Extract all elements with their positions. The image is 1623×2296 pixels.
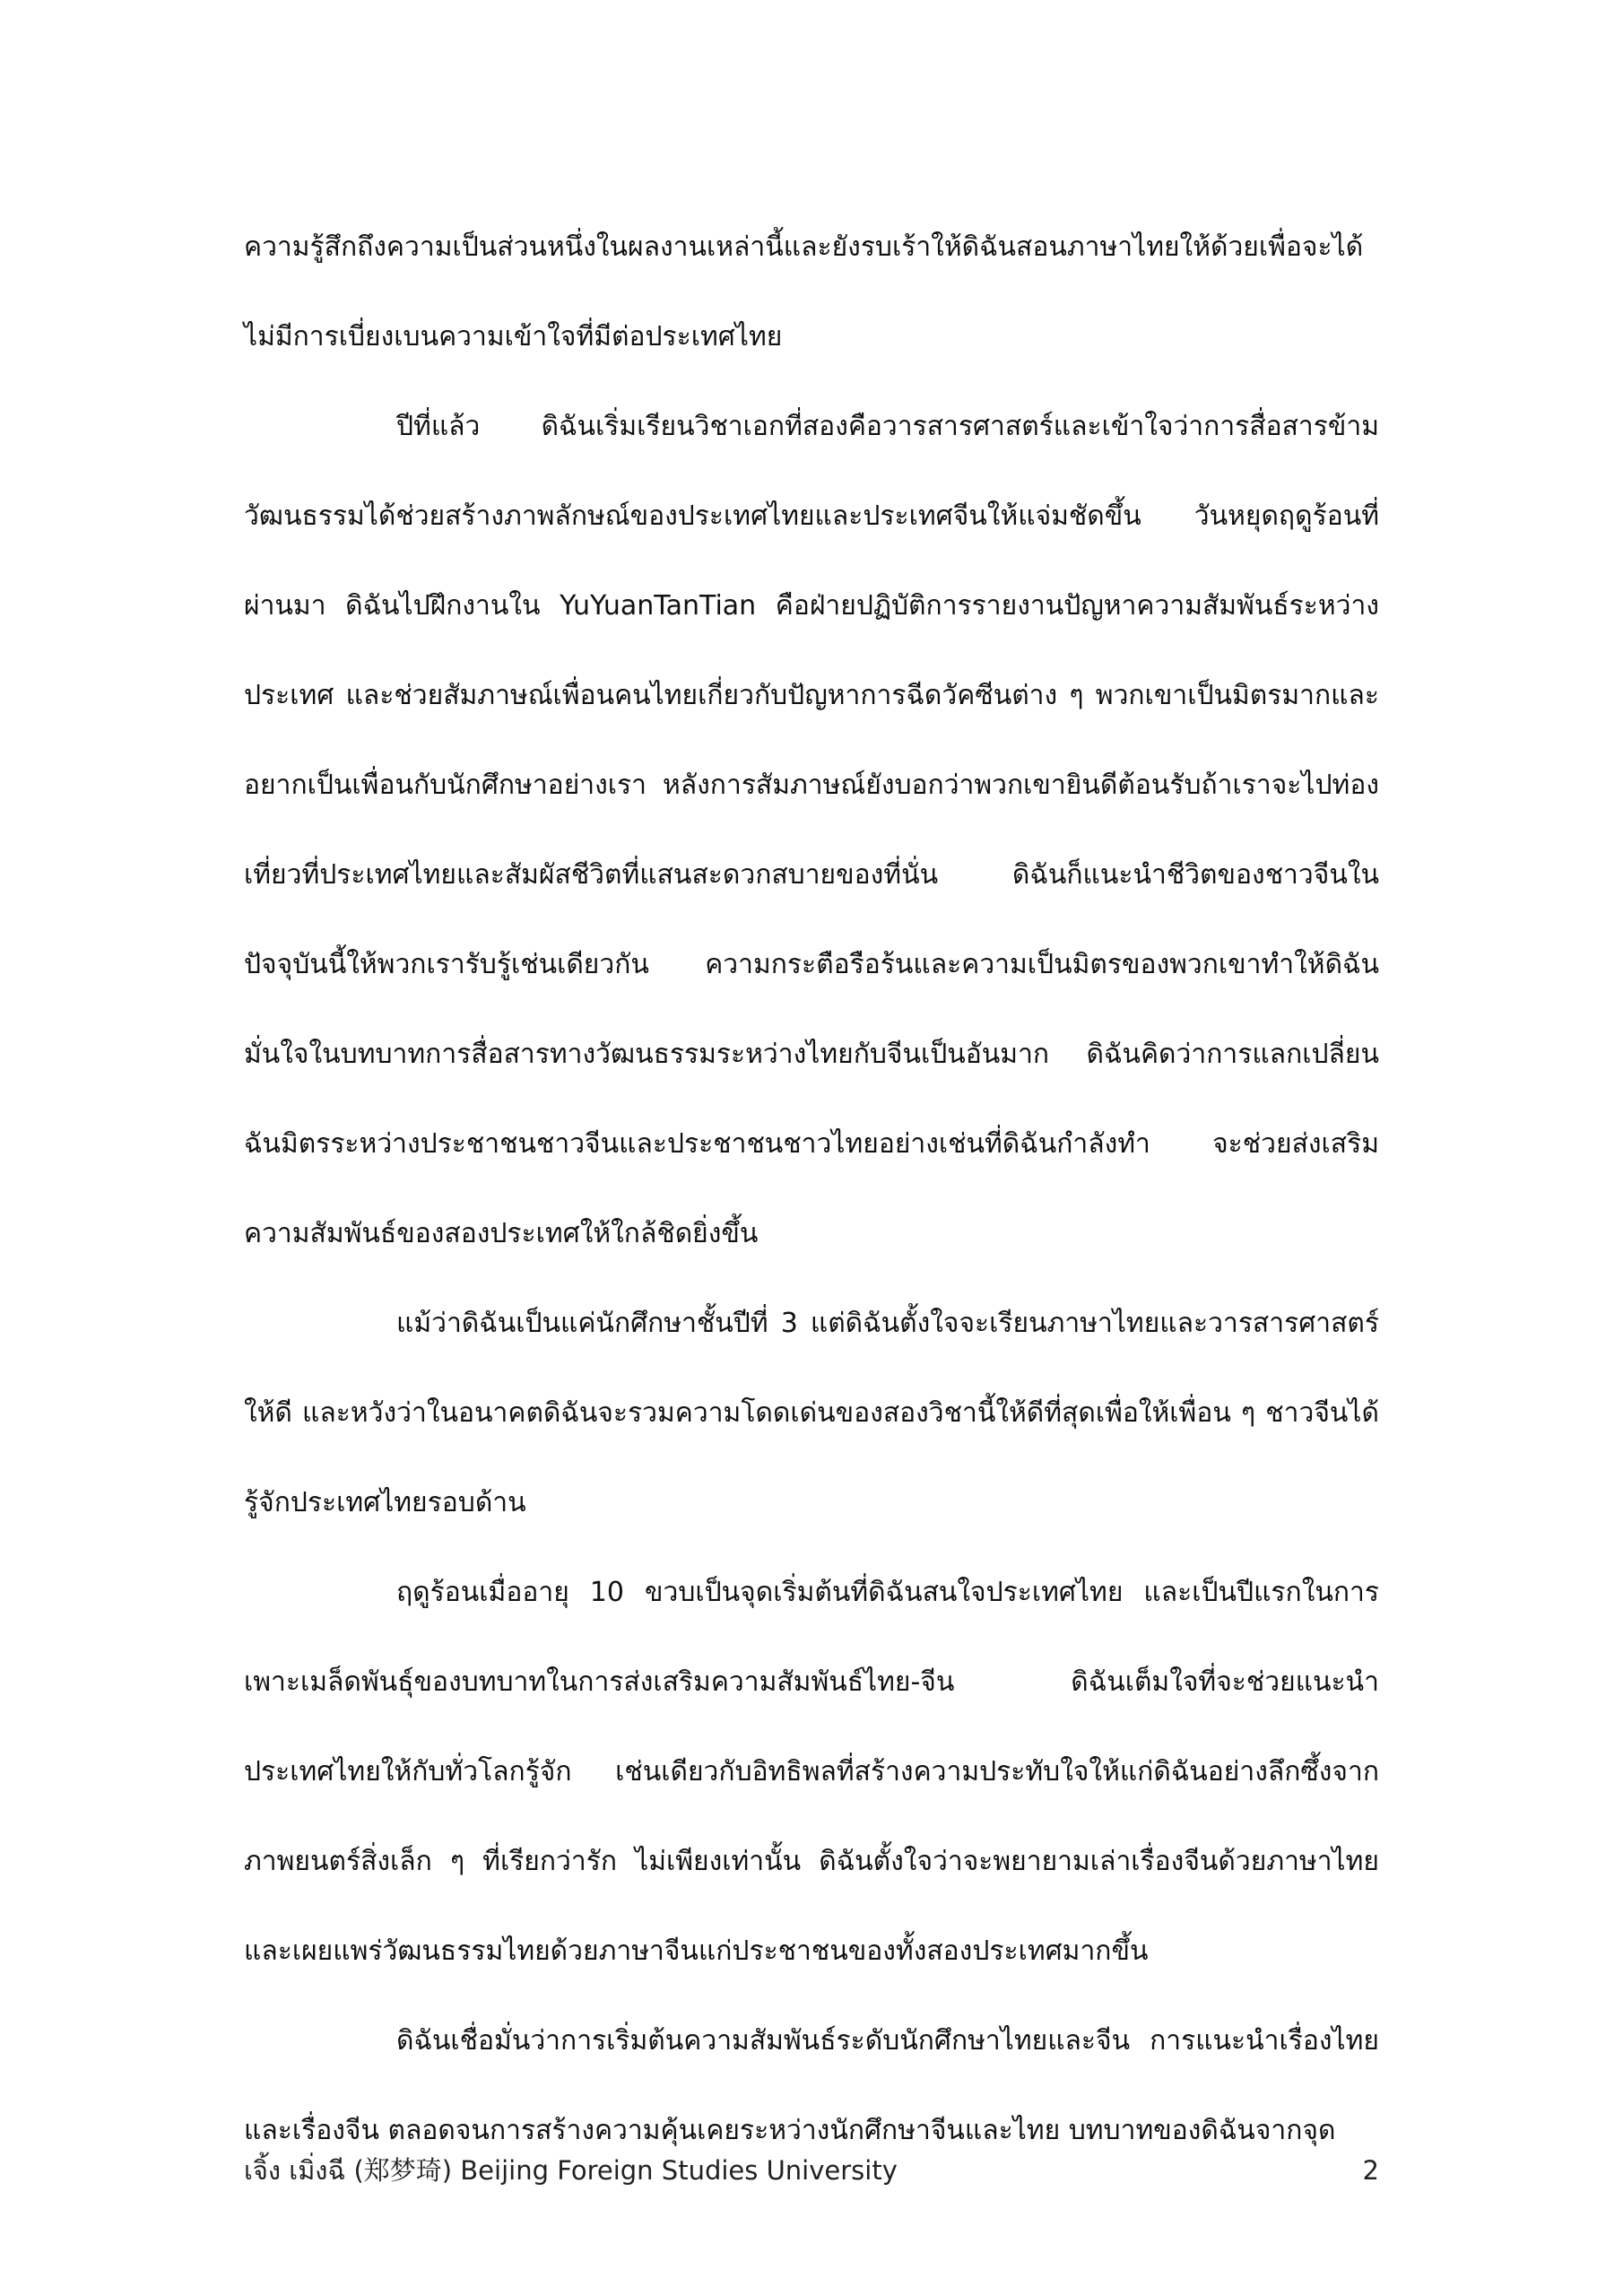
page-number: 2 bbox=[1362, 2155, 1379, 2186]
paragraph-continuation: ความรู้สึกถึงความเป็นส่วนหนึ่งในผลงานเหล่านี้และยังรบเร้าให้ดิฉันสอนภาษาไทยให้ด้วยเพื่อจะได้ไม่มีการเบี่ยงเบนความเข้าใจที่มีต่อประเทศไทย bbox=[244, 231, 1364, 352]
paragraph-journalism-internship: ปีที่แล้ว ดิฉันเริ่มเรียนวิชาเอกที่สองคือวารสารศาสตร์และเข้าใจว่าการสื่อสารข้ามวัฒนธรรมได้ช่วยสร้างภาพลักษณ์ของประเทศไทยและประเทศจีนให้แจ่มชัดขึ้น วันหยุดฤดูร้อนที่ผ่านมา ดิฉันไปฝึกงานใน YuYuanTanTian คือฝ่ายปฏิบัติการรายงานปัญหาความสัมพันธ์ระหว่างประเทศ และช่วยสัมภาษณ์เพื่อนคนไทยเกี่ยวกับปัญหาการฉีดวัคซีนต่าง ๆ พวกเขาเป็นมิตรมากและอยากเป็นเพื่อนกับนักศึกษาอย่างเรา หลังการสัมภาษณ์ยังบอกว่าพวกเขายินดีต้อนรับถ้าเราจะไปท่องเที่ยวที่ประเทศไทยและสัมผัสชีวิตที่แสนสะดวกสบายของที่นั่น ดิฉันก็แนะนำชีวิตของชาวจีนในปัจจุบันนี้ให้พวกเรารับรู้เช่นเดียวกัน ความกระตือรือร้นและความเป็นมิตรของพวกเขาทำให้ดิฉันมั่นใจในบทบาทการสื่อสารทางวัฒนธรรมระหว่างไทยกับจีนเป็นอันมาก ดิฉันคิดว่าการแลกเปลี่ยนฉันมิตรระหว่างประชาชนชาวจีนและประชาชนชาวไทยอย่างเช่นที่ดิฉันกำลังทำ จะช่วยส่งเสริมความสัมพันธ์ของสองประเทศให้ใกล้ชิดยิ่งขึ้น bbox=[244, 411, 1379, 1249]
paragraph-student-relations: ดิฉันเชื่อมั่นว่าการเริ่มต้นความสัมพันธ์ระดับนักศึกษาไทยและจีน การแนะนำเรื่องไทยและเรื่องจีน ตลอดจนการสร้างความคุ้นเคยระหว่างนักศึกษาจีนและไทย บทบาทของดิฉันจากจุด bbox=[244, 2025, 1379, 2146]
paragraph-third-year-goals: แม้ว่าดิฉันเป็นแค่นักศึกษาชั้นปีที่ 3 แต่ดิฉันตั้งใจจะเรียนภาษาไทยและวารสารศาสตร์ให้ดี และหวังว่าในอนาคตดิฉันจะรวมความโดดเด่นของสองวิชานี้ให้ดีที่สุดเพื่อให้เพื่อน ๆ ชาวจีนได้รู้จักประเทศไทยรอบด้าน bbox=[244, 1308, 1379, 1518]
footer-author: เจิ้ง เมิ่งฉี (郑梦琦) Beijing Foreign Studies University bbox=[244, 2155, 898, 2186]
paragraph-summer-age-ten: ฤดูร้อนเมื่ออายุ 10 ขวบเป็นจุดเริ่มต้นที่ดิฉันสนใจประเทศไทย และเป็นปีแรกในการเพาะเมล็ดพันธุ์ของบทบาทในการส่งเสริมความสัมพันธ์ไทย-จีน ดิฉันเต็มใจที่จะช่วยแนะนำประเทศไทยให้กับทั่วโลกรู้จัก เช่นเดียวกับอิทธิพลที่สร้างความประทับใจให้แก่ดิฉันอย่างลึกซึ้งจากภาพยนตร์สิ่งเล็ก ๆ ที่เรียกว่ารัก ไม่เพียงเท่านั้น ดิฉันตั้งใจว่าจะพยายามเล่าเรื่องจีนด้วยภาษาไทยและเผยแพร่วัฒนธรรมไทยด้วยภาษาจีนแก่ประชาชนของทั้งสองประเทศมากขึ้น bbox=[244, 1577, 1379, 1967]
body-text bbox=[244, 203, 1379, 2176]
